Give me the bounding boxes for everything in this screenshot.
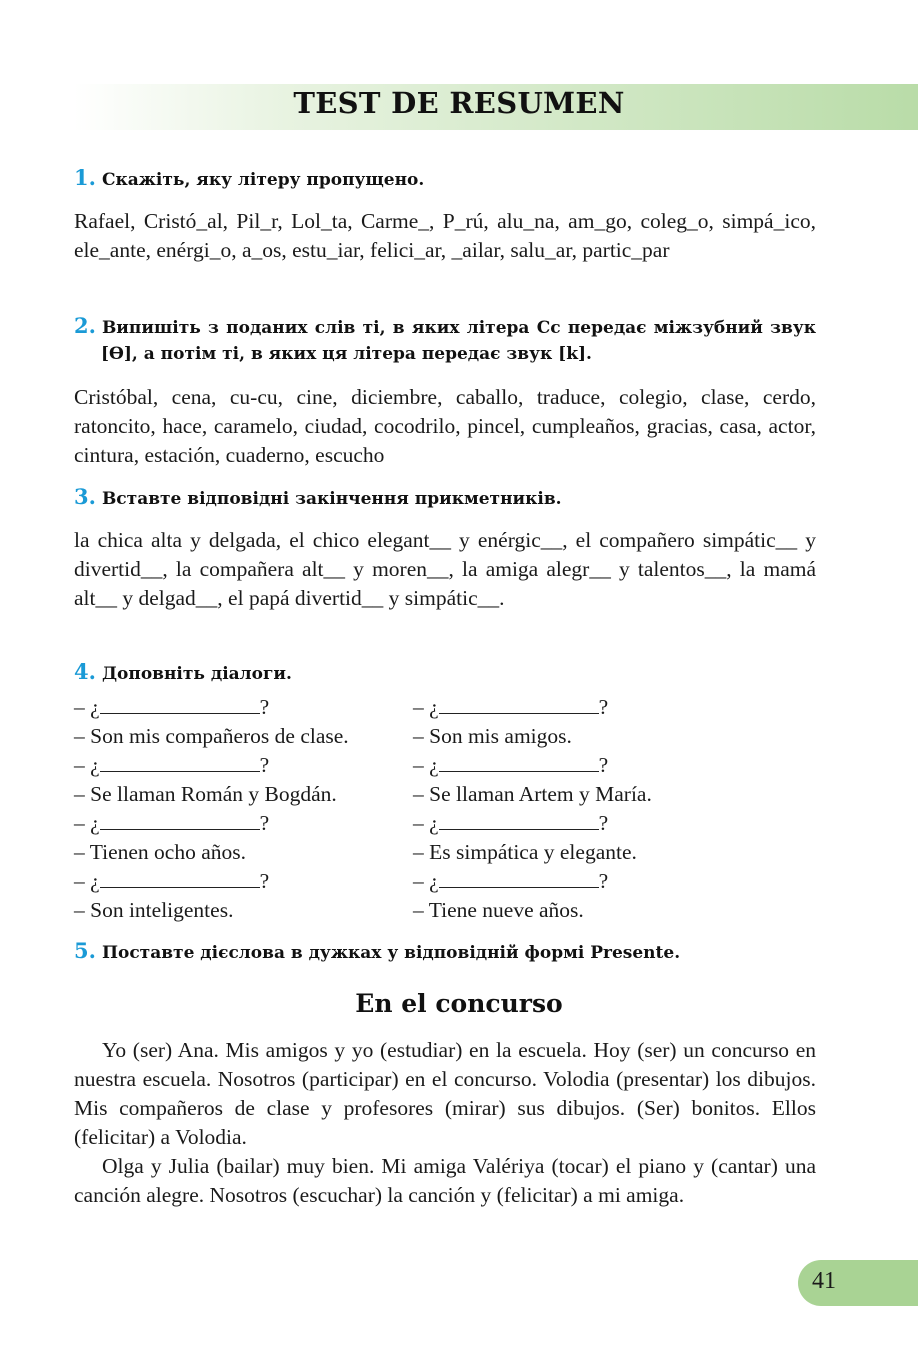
task-1-text: Скажіть, яку літеру пропущено. xyxy=(101,170,425,190)
task-3-instruction xyxy=(74,484,816,512)
story-title: En el concurso xyxy=(355,989,563,1018)
dialog-question-line: – ¿ ? xyxy=(74,753,270,777)
dialog-answer-line: – Tiene nueve años. xyxy=(413,898,584,922)
dialog-question-line: – ¿ ? xyxy=(413,869,609,893)
task-1-instruction xyxy=(74,165,816,193)
dialog-question-line: – ¿ ? xyxy=(74,869,270,893)
task-4-instruction xyxy=(74,659,816,687)
dialog-answer-line: – Tienen ocho años. xyxy=(74,840,246,864)
dialog-answer-line: – Son mis amigos. xyxy=(413,724,572,748)
dialog-answer-line: – Es simpática y elegante. xyxy=(413,840,637,864)
task-1-words: Rafael, Cristó_al, Pil_r, Lol_ta, Carme_, P_rú, alu_na, am_go, coleg_o, simpá_ico, ele_ante, enérgi_o, a_os, estu_iar, felici_ar, _ailar, salu_ar, partic_par xyxy=(74,209,816,262)
dialog-right-column xyxy=(413,693,652,925)
task-1 xyxy=(74,165,816,265)
dialog-question-line: – ¿ ? xyxy=(413,695,609,719)
task-2-words: Cristóbal, cena, cu-cu, cine, diciembre, caballo, traduce, colegio, clase, cerdo, ratoncito, hace, caramelo, ciudad, cocodrilo, pincel, cumpleaños, gracias, casa, actor, cintura, estación, cuaderno, escucho xyxy=(74,385,816,467)
dialog-answer-line: – Son mis compañeros de clase. xyxy=(74,724,349,748)
dialog-question-line: – ¿ ? xyxy=(74,811,270,835)
task-5-text: Поставте дієслова в дужках у відповідній формі Presente. xyxy=(101,943,681,963)
answer-blank[interactable] xyxy=(439,867,599,888)
story-paragraph-2: Olga y Julia (bailar) muy bien. Mi amiga Valériya (tocar) el piano y (cantar) una canción alegre. Nosotros (escuchar) la canción y (felicitar) a mi amiga. xyxy=(74,1154,816,1207)
dialog-answer-line: – Son inteligentes. xyxy=(74,898,234,922)
task-2-text: Випишіть з поданих слів ті, в яких літера Cc передає міжзубний звук [Ɵ], а потім ті, в яких ця літера передає звук [k]. xyxy=(101,318,816,364)
dialog-answer-line: – Se llaman Román y Bogdán. xyxy=(74,782,337,806)
task-3-number: 3. xyxy=(74,484,96,509)
page-number: 41 xyxy=(812,1268,836,1294)
answer-blank[interactable] xyxy=(439,693,599,714)
task-4 xyxy=(74,659,816,687)
answer-blank[interactable] xyxy=(100,693,260,714)
task-3-words: la chica alta y delgada, el chico elegant__ y enérgic__, el compañero simpátic__ y divertid__, la compañera alt__ y moren__, la amiga alegr__ y talentos__, la mamá alt__ y delgad__, el papá divertid__ y simpátic__. xyxy=(74,528,816,610)
answer-blank[interactable] xyxy=(439,751,599,772)
task-3-text: Вставте відповідні закінчення прикметників. xyxy=(101,489,562,509)
task-3 xyxy=(74,484,816,613)
task-2-instruction xyxy=(74,313,816,367)
dialog-left-column xyxy=(74,693,349,925)
task-2 xyxy=(74,313,816,470)
task-4-text: Доповніть діалоги. xyxy=(101,664,292,684)
page-title: TEST DE RESUMEN xyxy=(293,86,625,120)
dialog-question-line: – ¿ ? xyxy=(413,811,609,835)
task-5-instruction xyxy=(74,938,816,966)
answer-blank[interactable] xyxy=(100,751,260,772)
task-4-number: 4. xyxy=(74,659,96,684)
dialog-question-line: – ¿ ? xyxy=(413,753,609,777)
answer-blank[interactable] xyxy=(439,809,599,830)
task-5-number: 5. xyxy=(74,938,96,963)
task-1-number: 1. xyxy=(74,165,96,190)
task-5 xyxy=(74,938,816,966)
answer-blank[interactable] xyxy=(100,867,260,888)
story-text xyxy=(74,1036,816,1210)
answer-blank[interactable] xyxy=(100,809,260,830)
dialog-answer-line: – Se llaman Artem y María. xyxy=(413,782,652,806)
task-2-number: 2. xyxy=(74,313,96,338)
story-paragraph-1: Yo (ser) Ana. Mis amigos y yo (estudiar) en la escuela. Hoy (ser) un concurso en nuestra escuela. Nosotros (participar) en el concurso. Volodia (presentar) los dibujos. Mis compañeros de clase y profesores (mirar) sus dibujos. (Ser) bonitos. Ellos (felicitar) a Volodia. xyxy=(74,1038,816,1149)
dialog-question-line: – ¿ ? xyxy=(74,695,270,719)
